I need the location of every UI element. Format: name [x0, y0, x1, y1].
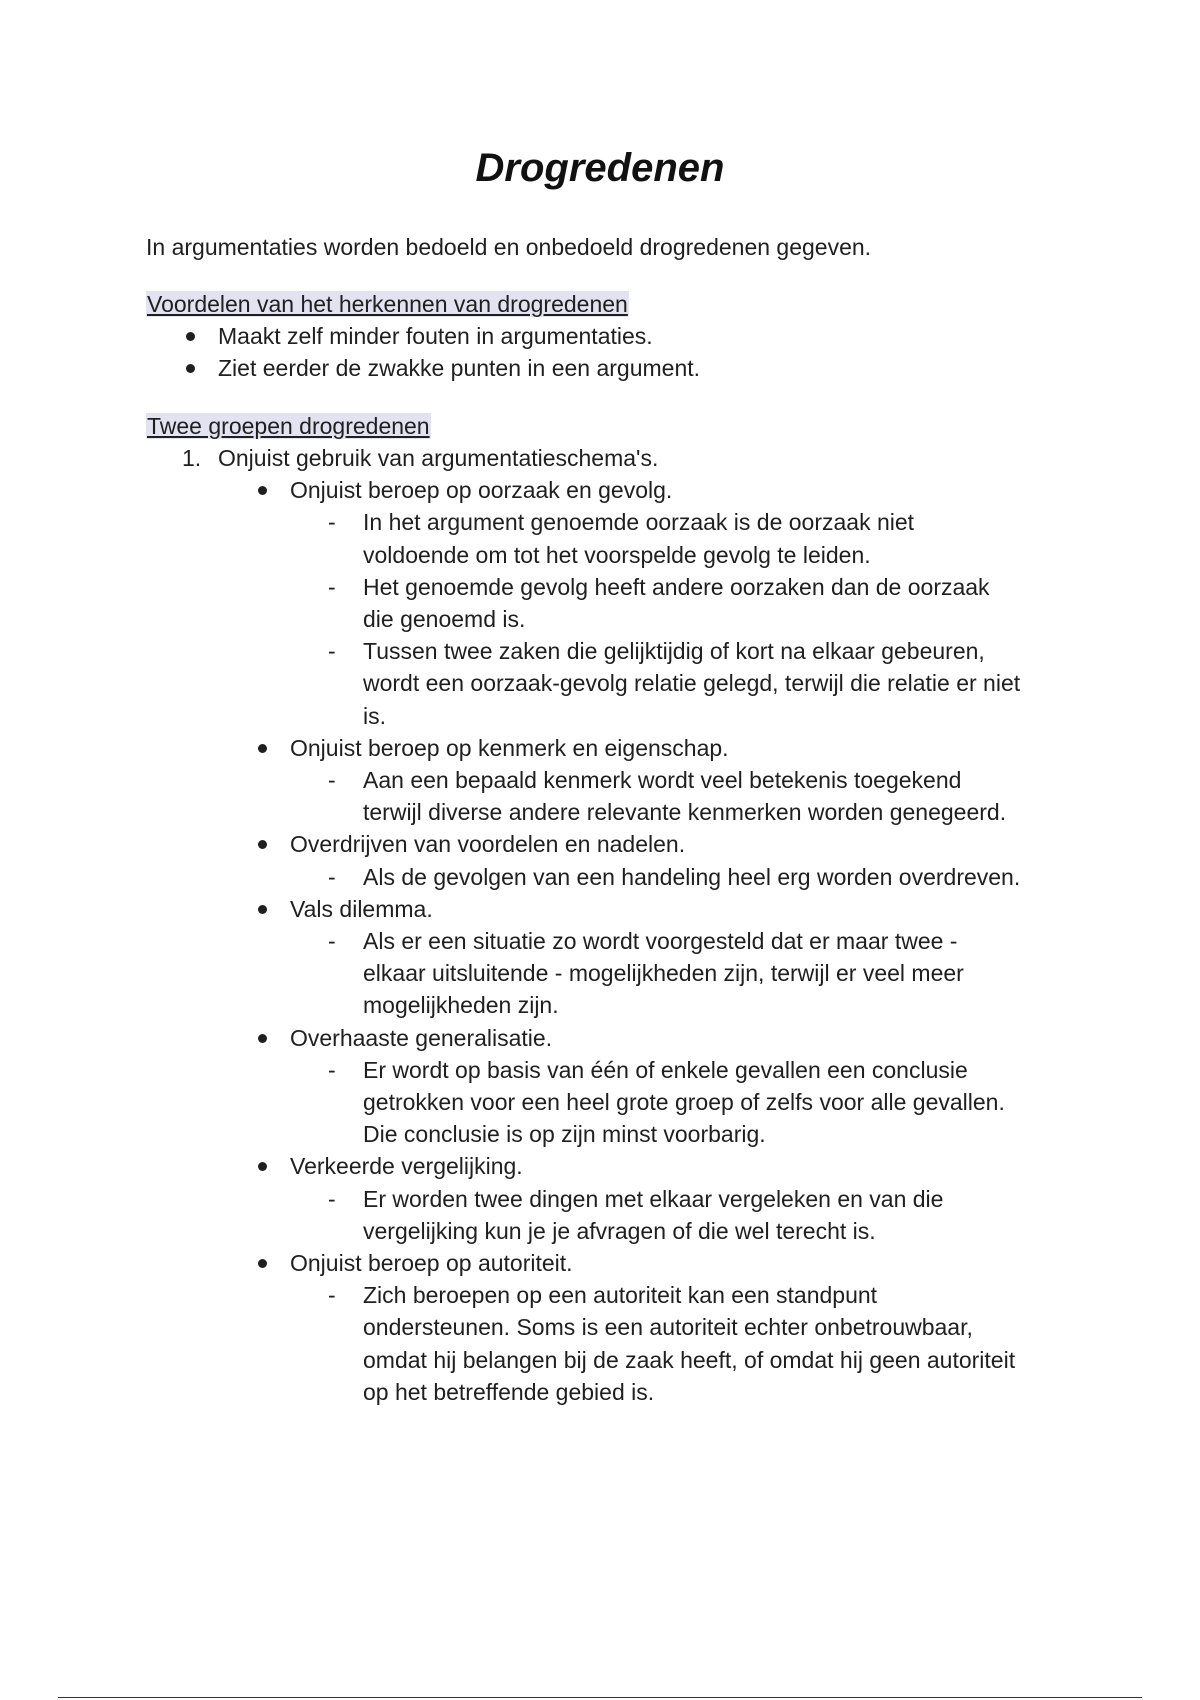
subitem-label: Onjuist beroep op oorzaak en gevolg.	[290, 477, 673, 504]
detail-line: getrokken voor een heel grote groep of zelfs voor alle gevallen.	[363, 1089, 1005, 1115]
dash-marker: -	[328, 1056, 336, 1083]
detail-line: omdat hij belangen bij de zaak heeft, of omdat hij geen autoriteit	[363, 1346, 1016, 1373]
bullet-icon	[258, 1259, 267, 1268]
bullet-icon	[258, 744, 267, 753]
dash-marker: -	[328, 928, 336, 954]
detail-line: vergelijking kun je je afvragen of die wel terecht is.	[363, 1217, 876, 1244]
bullet-icon	[186, 364, 195, 373]
document-title: Drogredenen	[475, 146, 725, 190]
detail-line: Er wordt op basis van één of enkele gevallen een conclusie	[363, 1056, 968, 1083]
bullet-icon	[258, 1162, 267, 1171]
bullet-icon	[186, 332, 195, 341]
bullet-icon	[258, 1034, 267, 1043]
section-heading-groepen: Twee groepen drogredenen	[147, 413, 430, 439]
detail-line: Als de gevolgen van een handeling heel erg worden overdreven.	[363, 863, 1021, 890]
detail-line: mogelijkheden zijn.	[363, 992, 559, 1019]
detail-line: wordt een oorzaak-gevolg relatie gelegd, terwijl die relatie er niet	[363, 670, 1021, 697]
subitem-label: Verkeerde vergelijking.	[290, 1153, 523, 1180]
detail-line: Aan een bepaald kenmerk wordt veel betekenis toegekend	[363, 767, 962, 793]
dash-marker: -	[328, 573, 336, 600]
dash-marker: -	[328, 1282, 336, 1309]
detail-line: is.	[363, 702, 386, 729]
dash-marker: -	[328, 638, 336, 665]
detail-line: die genoemd is.	[363, 606, 526, 632]
dash-marker: -	[328, 863, 336, 890]
subitem-label: Onjuist beroep op autoriteit.	[290, 1250, 573, 1276]
intro-paragraph: In argumentaties worden bedoeld en onbedoeld drogredenen gegeven.	[146, 234, 872, 260]
subitem-label: Vals dilemma.	[290, 895, 433, 922]
subitem-label: Onjuist beroep op kenmerk en eigenschap.	[290, 734, 729, 761]
bullet-icon	[258, 486, 267, 495]
list-item: Ziet eerder de zwakke punten in een argument.	[218, 355, 701, 382]
detail-line: op het betreffende gebied is.	[363, 1378, 655, 1405]
bullet-icon	[258, 840, 267, 849]
detail-line: Tussen twee zaken die gelijktijdig of kort na elkaar gebeuren,	[363, 638, 985, 665]
footer-divider	[58, 1697, 1142, 1698]
dash-marker: -	[328, 1185, 336, 1212]
detail-line: Er worden twee dingen met elkaar vergeleken en van die	[363, 1185, 944, 1212]
detail-line: Het genoemde gevolg heeft andere oorzaken dan de oorzaak	[363, 573, 990, 600]
detail-line: voldoende om tot het voorspelde gevolg te leiden.	[363, 541, 871, 568]
detail-line: Zich beroepen op een autoriteit kan een standpunt	[363, 1282, 878, 1309]
detail-line: terwijl diverse andere relevante kenmerken worden genegeerd.	[363, 799, 1007, 826]
subitem-label: Overhaaste generalisatie.	[290, 1024, 553, 1051]
dash-marker: -	[328, 509, 336, 536]
numbered-item: Onjuist gebruik van argumentatieschema's.	[218, 445, 659, 471]
detail-line: ondersteunen. Soms is een autoriteit echter onbetrouwbaar,	[363, 1314, 973, 1341]
subitem-label: Overdrijven van voordelen en nadelen.	[290, 831, 686, 858]
detail-line: elkaar uitsluitende - mogelijkheden zijn, terwijl er veel meer	[363, 960, 964, 987]
bullet-icon	[258, 905, 267, 914]
numbered-marker: 1.	[182, 445, 202, 471]
section-heading-voordelen: Voordelen van het herkennen van drogredenen	[147, 291, 628, 317]
dash-marker: -	[328, 767, 336, 793]
detail-line: In het argument genoemde oorzaak is de oorzaak niet	[363, 509, 915, 536]
list-item: Maakt zelf minder fouten in argumentaties.	[218, 323, 653, 349]
detail-line: Als er een situatie zo wordt voorgesteld dat er maar twee -	[363, 928, 958, 954]
detail-line: Die conclusie is op zijn minst voorbarig.	[363, 1121, 766, 1148]
